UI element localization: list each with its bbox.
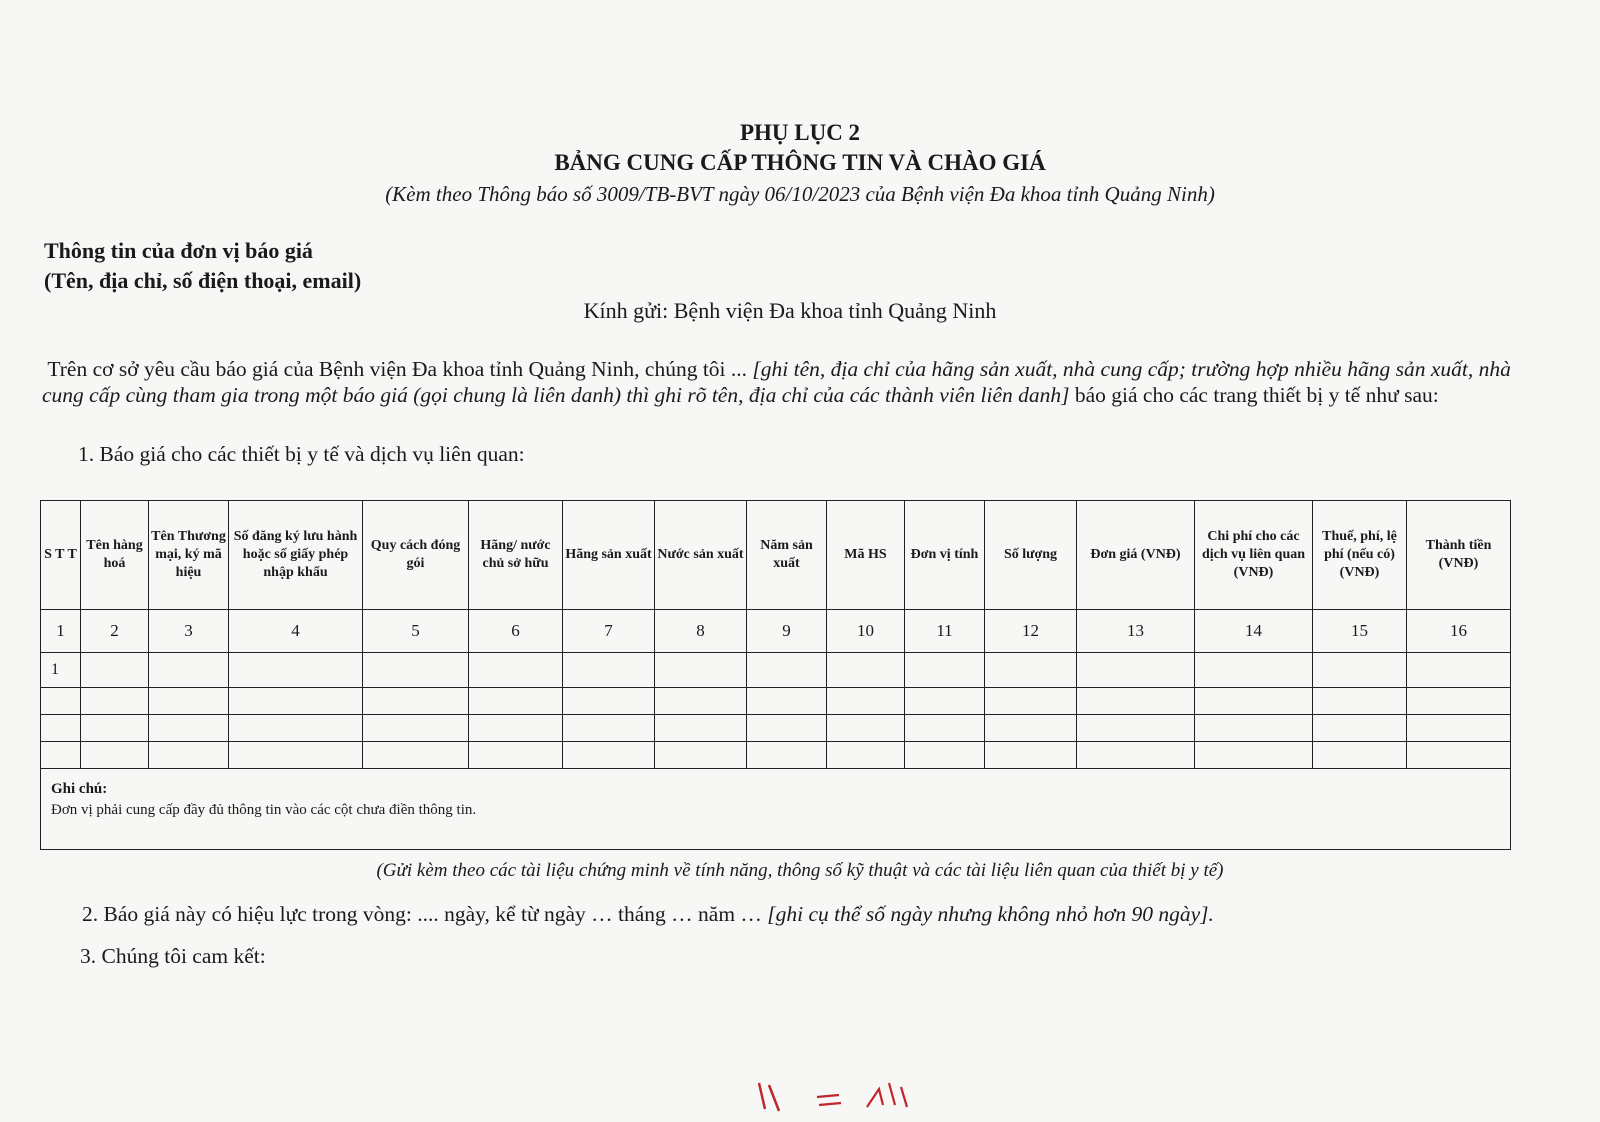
- item-1-heading: 1. Báo giá cho các thiết bị y tế và dịch vụ liên quan:: [78, 442, 525, 466]
- item-2-italic: [ghi cụ thể số ngày nhưng không nhỏ hơn 90 ngày].: [767, 902, 1214, 926]
- col-number: 13: [1077, 610, 1195, 653]
- table-cell: [827, 742, 905, 769]
- intro-lead: Trên cơ sở yêu cầu báo giá của Bệnh viện Đa khoa tỉnh Quảng Ninh, chúng tôi ...: [47, 357, 753, 381]
- table-cell: [905, 688, 985, 715]
- col-number: 1: [41, 610, 81, 653]
- table-cell: [827, 715, 905, 742]
- table-cell: [229, 653, 363, 688]
- quotation-table: [40, 500, 1511, 850]
- table-cell: [363, 715, 469, 742]
- col-number: 15: [1313, 610, 1407, 653]
- table-cell: [1313, 742, 1407, 769]
- col-number: 11: [905, 610, 985, 653]
- table-cell: [1407, 742, 1511, 769]
- table-row: [41, 688, 1511, 715]
- document-subtitle: (Kèm theo Thông báo số 3009/TB-BVT ngày 06/10/2023 của Bệnh viện Đa khoa tỉnh Quảng Ninh): [385, 182, 1215, 206]
- table-cell: [81, 688, 149, 715]
- org-info-block: [44, 236, 361, 296]
- intro-italic: [ghi tên, địa chỉ của hãng sản xuất, nhà cung cấp; trường hợp nhiều hãng sản xuất, nhà cung cấp cùng tham gia trong một báo giá (gọi chung là liên danh) thì ghi rõ tên, địa chỉ của các thành viên liên danh]: [42, 357, 1511, 407]
- table-cell: [41, 688, 81, 715]
- intro-tail: báo giá cho các trang thiết bị y tế như sau:: [1069, 383, 1439, 407]
- table-cell: [747, 653, 827, 688]
- col-number: 14: [1195, 610, 1313, 653]
- table-cell: [81, 742, 149, 769]
- col-number: 4: [229, 610, 363, 653]
- table-cell: [563, 742, 655, 769]
- intro-paragraph: [42, 356, 1522, 408]
- table-cell: [1407, 715, 1511, 742]
- table-cell: [229, 742, 363, 769]
- table-cell: [41, 742, 81, 769]
- table-row: [41, 653, 1511, 688]
- table-cell: [1407, 653, 1511, 688]
- item-2: [82, 902, 1214, 927]
- table-cell: [1313, 715, 1407, 742]
- col-header: Nước sản xuất: [655, 501, 747, 610]
- col-header: Thuế, phí, lệ phí (nếu có) (VNĐ): [1313, 501, 1407, 610]
- table-cell: [229, 688, 363, 715]
- table-cell: [363, 688, 469, 715]
- table-row: [41, 742, 1511, 769]
- table-cell: [363, 653, 469, 688]
- recipient-line: [0, 298, 1600, 324]
- table-cell: [1195, 653, 1313, 688]
- table-cell: [81, 715, 149, 742]
- table-cell: [149, 653, 229, 688]
- table-cell: [229, 715, 363, 742]
- col-header: Năm sản xuất: [747, 501, 827, 610]
- table-cell: [905, 715, 985, 742]
- table-cell: [827, 653, 905, 688]
- col-number: 16: [1407, 610, 1511, 653]
- table-cell: [655, 715, 747, 742]
- item-2-text: 2. Báo giá này có hiệu lực trong vòng: .... ngày, kể từ ngày … tháng … năm …: [82, 902, 768, 926]
- row-stt: 1: [41, 653, 81, 688]
- table-cell: [1195, 742, 1313, 769]
- table-cell: [81, 653, 149, 688]
- org-info-line2: (Tên, địa chỉ, số điện thoại, email): [44, 268, 362, 293]
- col-header: Chi phí cho các dịch vụ liên quan (VNĐ): [1195, 501, 1313, 610]
- note-cell: [41, 769, 1511, 850]
- table-cell: [1313, 688, 1407, 715]
- col-header: Số đăng ký lưu hành hoặc số giấy phép nhập khẩu: [229, 501, 363, 610]
- document-title: BẢNG CUNG CẤP THÔNG TIN VÀ CHÀO GIÁ: [554, 150, 1046, 175]
- table-cell: [563, 715, 655, 742]
- col-number: 3: [149, 610, 229, 653]
- table-cell: [1195, 715, 1313, 742]
- table-cell: [1077, 688, 1195, 715]
- table-number-row: [41, 610, 1511, 653]
- col-header: Đơn vị tính: [905, 501, 985, 610]
- org-info-line1: Thông tin của đơn vị báo giá: [44, 238, 313, 263]
- col-header: Tên Thương mại, ký mã hiệu: [149, 501, 229, 610]
- col-header: Hãng sản xuất: [563, 501, 655, 610]
- col-number: 12: [985, 610, 1077, 653]
- table-cell: [655, 688, 747, 715]
- table-cell: [747, 715, 827, 742]
- table-cell: [827, 688, 905, 715]
- note-title: Ghi chú:: [51, 781, 108, 797]
- recipient-text: Kính gửi: Bệnh viện Đa khoa tỉnh Quảng Ninh: [583, 298, 997, 323]
- table-cell: [41, 715, 81, 742]
- table-cell: [1195, 688, 1313, 715]
- table-cell: [469, 688, 563, 715]
- table-cell: [985, 688, 1077, 715]
- col-header: Hãng/ nước chủ sở hữu: [469, 501, 563, 610]
- col-header: Tên hàng hoá: [81, 501, 149, 610]
- col-number: 7: [563, 610, 655, 653]
- table-cell: [905, 653, 985, 688]
- table-row: [41, 715, 1511, 742]
- col-header: Số lượng: [985, 501, 1077, 610]
- table-cell: [469, 715, 563, 742]
- table-cell: [655, 653, 747, 688]
- table-note-row: [41, 769, 1511, 850]
- table-cell: [469, 742, 563, 769]
- table-cell: [563, 653, 655, 688]
- table-cell: [747, 742, 827, 769]
- table-cell: [985, 653, 1077, 688]
- table-cell: [149, 742, 229, 769]
- col-header: Đơn giá (VNĐ): [1077, 501, 1195, 610]
- col-header: S T T: [41, 501, 81, 610]
- table-cell: [985, 742, 1077, 769]
- table-cell: [905, 742, 985, 769]
- red-handwritten-mark: [755, 1075, 925, 1115]
- table-cell: [985, 715, 1077, 742]
- table-cell: [363, 742, 469, 769]
- col-number: 8: [655, 610, 747, 653]
- table-cell: [1077, 653, 1195, 688]
- table-cell: [469, 653, 563, 688]
- table-cell: [1077, 742, 1195, 769]
- col-number: 10: [827, 610, 905, 653]
- col-number: 2: [81, 610, 149, 653]
- table-cell: [1077, 715, 1195, 742]
- table-header-row: [41, 501, 1511, 610]
- col-number: 5: [363, 610, 469, 653]
- col-number: 9: [747, 610, 827, 653]
- appendix-title: PHỤ LỤC 2: [739, 120, 861, 145]
- table-cell: [149, 715, 229, 742]
- table-cell: [655, 742, 747, 769]
- table-cell: [1407, 688, 1511, 715]
- attachment-note: (Gửi kèm theo các tài liệu chứng minh về tính năng, thông số kỹ thuật và các tài liệu liên quan của thiết bị y tế): [376, 860, 1224, 881]
- table-cell: [563, 688, 655, 715]
- col-header: Thành tiền (VNĐ): [1407, 501, 1511, 610]
- note-text: Đơn vị phải cung cấp đầy đủ thông tin vào các cột chưa điền thông tin.: [51, 802, 477, 818]
- col-header: Quy cách đóng gói: [363, 501, 469, 610]
- table-cell: [747, 688, 827, 715]
- table-cell: [149, 688, 229, 715]
- table-cell: [1313, 653, 1407, 688]
- col-number: 6: [469, 610, 563, 653]
- col-header: Mã HS: [827, 501, 905, 610]
- item-3: 3. Chúng tôi cam kết:: [80, 944, 266, 968]
